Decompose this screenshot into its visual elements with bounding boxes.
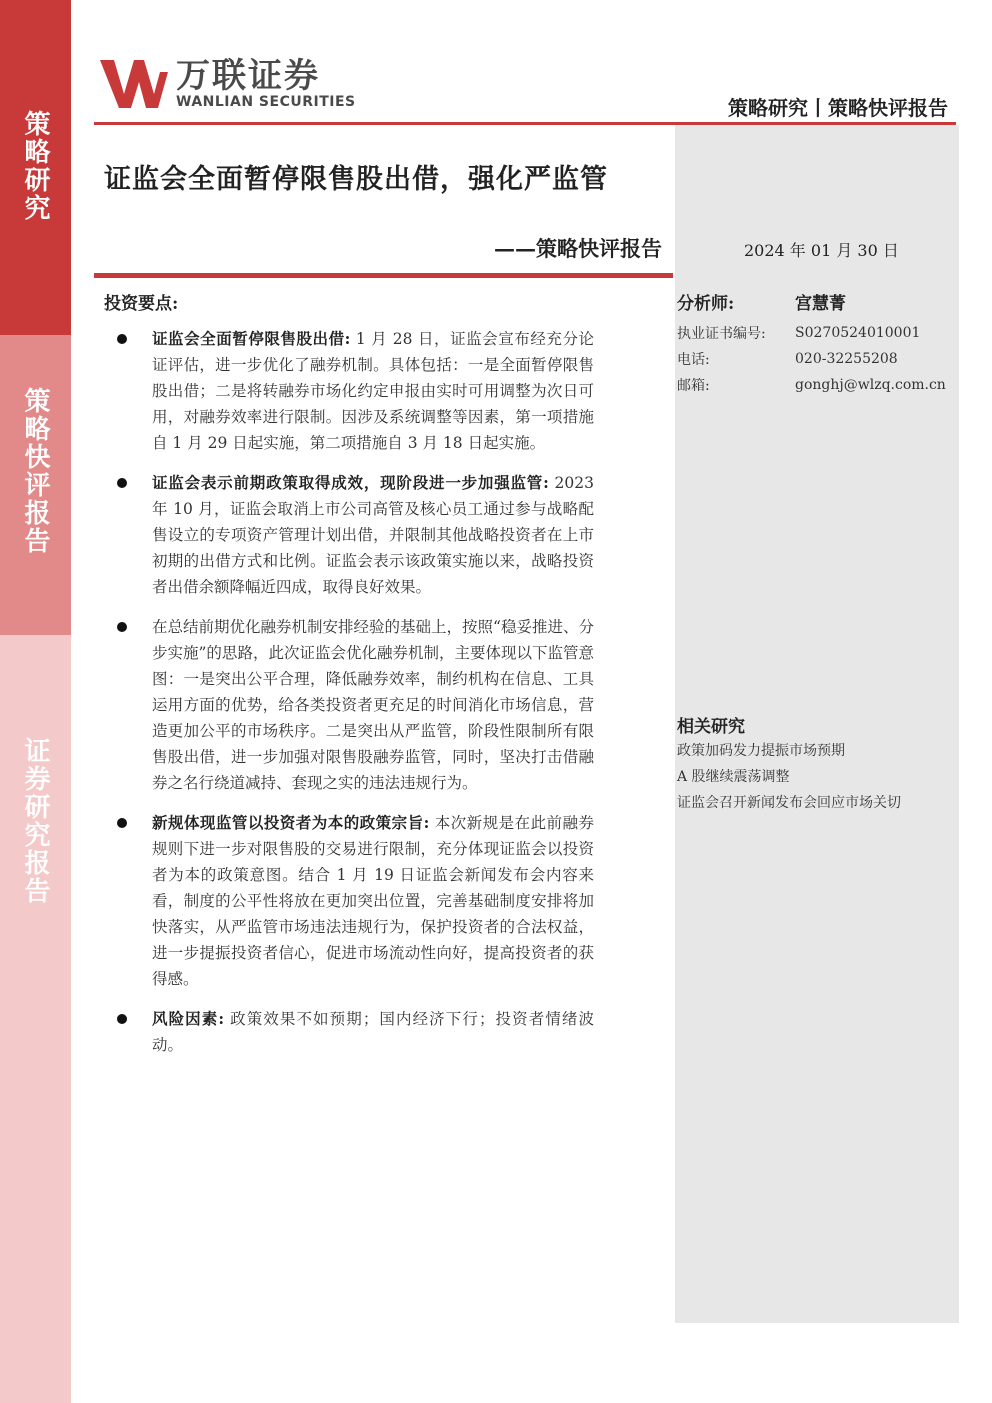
sidebar-band-strategy-label: 策略研究 [20, 110, 50, 222]
report-subtitle: ——策略快评报告 [494, 236, 662, 261]
report-category: 策略研究丨策略快评报告 [728, 96, 948, 120]
list-item [104, 614, 594, 796]
license-label: 执业证书编号: [677, 326, 766, 342]
bullet-icon [117, 334, 127, 344]
related-research-item[interactable]: 政策加码发力提振市场预期 [677, 743, 845, 759]
logo-chinese-name: 万联证券 [176, 56, 320, 96]
sidebar-band-research-report-label: 证券研究报告 [20, 737, 50, 905]
point-text: 本次新规是在此前融券规则下进一步对限售股的交易进行限制，充分体现证监会以投资者为本的政策意图。结合 1 月 19 日证监会新闻发布会内容来看，制度的公平性将放在更加突出位置，完善基础制度安排将加快落实，从严监管市场违法违规行为，保护投资者的合法权益，进一步提振投资者信心，促进市场流动性向好，提高投资者的获得感。 [152, 814, 594, 988]
license-number: S0270524010001 [795, 325, 921, 341]
list-item [104, 1006, 594, 1058]
list-item [104, 810, 594, 992]
bullet-icon [117, 478, 127, 488]
wanlian-w-logo-icon [100, 58, 168, 110]
logo-english-name: WANLIAN SECURITIES [176, 94, 356, 110]
point-text: 1 月 28 日，证监会宣布经充分论证评估，进一步优化了融券机制。具体包括：一是全面暂停限售股出借；二是将转融券市场化约定申报由实时可用调整为次日可用，对融券效率进行限制。因涉及系统调整等因素，第一项措施自 1 月 29 日起实施，第二项措施自 3 月 18 日起实施。 [152, 330, 595, 452]
list-item [104, 326, 594, 456]
point-lead: 证监会表示前期政策取得成效，现阶段进一步加强监管: [152, 473, 549, 492]
bullet-icon [117, 622, 127, 632]
point-lead: 证监会全面暂停限售股出借: [152, 329, 351, 348]
point-text: 2023 年 10 月，证监会取消上市公司高管及核心员工通过参与战略配售设立的专项资产管理计划出借，并限制其他战略投资者在上市初期的出借方式和比例。证监会表示该政策实施以来，战略投资者出借余额降幅近四成，取得良好效果。 [152, 474, 594, 596]
sidebar-band-quick-review-label: 策略快评报告 [20, 387, 50, 555]
analyst-info [677, 288, 947, 398]
title-divider [94, 273, 673, 278]
investment-points-heading: 投资要点: [104, 294, 179, 314]
point-text: 在总结前期优化融券机制安排经验的基础上，按照“稳妥推进、分步实施”的思路，此次证监会优化融券机制，主要体现以下监管意图：一是突出公平合理，降低融券效率，制约机构在信息、工具运用方面的优势，给各类投资者更充足的时间消化市场信息，营造更加公平的市场秩序。二是突出从严监管，阶段性限制所有限售股出借，进一步加强对限售股融券监管，同时，坚决打击借融券之名行绕道减持、套现之实的违法违规行为。 [152, 618, 594, 792]
report-title: 证监会全面暂停限售股出借，强化严监管 [104, 164, 608, 195]
bullet-icon [117, 1014, 127, 1024]
related-research-item[interactable]: 证监会召开新闻发布会回应市场关切 [677, 795, 901, 811]
point-lead: 新规体现监管以投资者为本的政策宗旨: [152, 813, 430, 832]
analyst-name: 宫慧菁 [795, 293, 846, 314]
sidebar-band-research-report [0, 635, 71, 1403]
company-logo [100, 56, 356, 112]
bullet-icon [117, 818, 127, 828]
investment-points-list [104, 326, 594, 1058]
related-research-heading: 相关研究 [677, 717, 745, 737]
email-address[interactable]: gonghj@wlzq.com.cn [795, 377, 946, 393]
email-label: 邮箱: [677, 378, 710, 394]
related-research-list [677, 738, 901, 816]
report-date: 2024 年 01 月 30 日 [744, 241, 899, 260]
phone-number: 020-32255208 [795, 351, 898, 367]
list-item [104, 470, 594, 600]
point-text: 政策效果不如预期；国内经济下行；投资者情绪波动。 [152, 1010, 594, 1054]
sidebar-band-strategy [0, 0, 71, 335]
analyst-label: 分析师: [677, 293, 735, 314]
sidebar-band-quick-review [0, 335, 71, 635]
related-research-item[interactable]: A 股继续震荡调整 [677, 769, 790, 785]
point-lead: 风险因素: [152, 1009, 225, 1028]
phone-label: 电话: [677, 352, 710, 368]
